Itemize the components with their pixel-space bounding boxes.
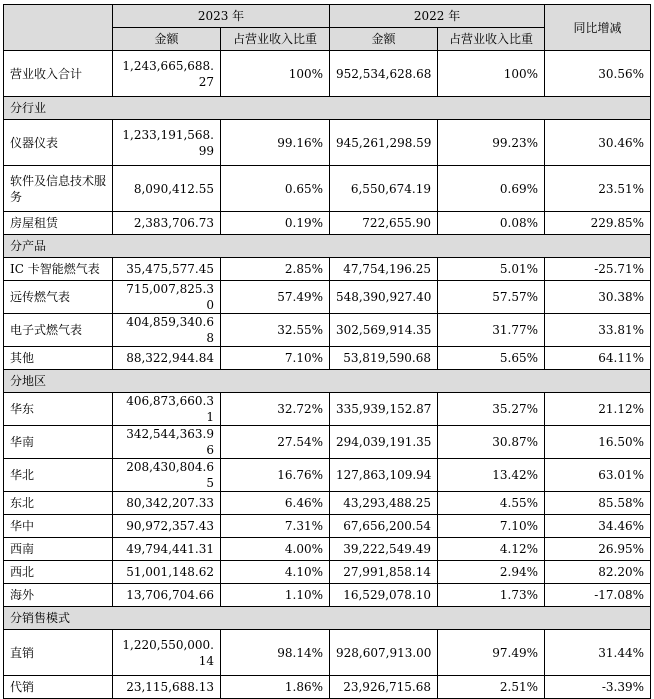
amount-2022: 928,607,913.00 <box>330 630 438 676</box>
total-label: 营业收入合计 <box>4 51 113 97</box>
yoy-change: -25.71% <box>545 258 651 281</box>
header-amount-2022: 金额 <box>330 28 438 51</box>
total-ratio-2023: 100% <box>221 51 330 97</box>
header-row-years <box>4 5 651 28</box>
amount-2022: 43,293,488.25 <box>330 492 438 515</box>
row-label: 远传燃气表 <box>4 281 113 314</box>
ratio-2022: 5.65% <box>438 347 545 370</box>
table-row <box>4 584 651 607</box>
ratio-2023: 0.19% <box>221 212 330 235</box>
amount-2023: 406,873,660.31 <box>113 393 221 426</box>
ratio-2022: 4.12% <box>438 538 545 561</box>
table-row <box>4 393 651 426</box>
amount-2023: 404,859,340.68 <box>113 314 221 347</box>
table-row <box>4 258 651 281</box>
section-title: 分产品 <box>4 235 651 258</box>
row-label: 直销 <box>4 630 113 676</box>
amount-2022: 23,926,715.68 <box>330 676 438 699</box>
ratio-2023: 98.14% <box>221 630 330 676</box>
table-row <box>4 538 651 561</box>
header-amount-2023: 金额 <box>113 28 221 51</box>
row-label: 华北 <box>4 459 113 492</box>
header-year-2023: 2023 年 <box>113 5 330 28</box>
ratio-2023: 27.54% <box>221 426 330 459</box>
row-label: 华中 <box>4 515 113 538</box>
amount-2022: 47,754,196.25 <box>330 258 438 281</box>
yoy-change: 26.95% <box>545 538 651 561</box>
yoy-change: 63.01% <box>545 459 651 492</box>
amount-2023: 1,233,191,568.99 <box>113 120 221 166</box>
amount-2022: 722,655.90 <box>330 212 438 235</box>
section-title: 分地区 <box>4 370 651 393</box>
yoy-change: 16.50% <box>545 426 651 459</box>
amount-2022: 302,569,914.35 <box>330 314 438 347</box>
total-row <box>4 51 651 97</box>
total-amount-2022: 952,534,628.68 <box>330 51 438 97</box>
amount-2022: 548,390,927.40 <box>330 281 438 314</box>
table-row <box>4 120 651 166</box>
row-label: 电子式燃气表 <box>4 314 113 347</box>
section-title: 分销售模式 <box>4 607 651 630</box>
ratio-2022: 31.77% <box>438 314 545 347</box>
amount-2023: 13,706,704.66 <box>113 584 221 607</box>
amount-2022: 16,529,078.10 <box>330 584 438 607</box>
table-row <box>4 426 651 459</box>
row-label: IC 卡智能燃气表 <box>4 258 113 281</box>
ratio-2023: 7.31% <box>221 515 330 538</box>
ratio-2022: 4.55% <box>438 492 545 515</box>
ratio-2022: 97.49% <box>438 630 545 676</box>
table-row <box>4 459 651 492</box>
amount-2023: 342,544,363.96 <box>113 426 221 459</box>
amount-2022: 335,939,152.87 <box>330 393 438 426</box>
amount-2022: 39,222,549.49 <box>330 538 438 561</box>
ratio-2022: 13.42% <box>438 459 545 492</box>
amount-2023: 90,972,357.43 <box>113 515 221 538</box>
revenue-composition-table <box>3 4 651 699</box>
revenue-table-container <box>3 4 651 699</box>
table-row <box>4 166 651 212</box>
amount-2023: 80,342,207.33 <box>113 492 221 515</box>
row-label: 软件及信息技术服务 <box>4 166 113 212</box>
amount-2022: 294,039,191.35 <box>330 426 438 459</box>
ratio-2022: 2.94% <box>438 561 545 584</box>
ratio-2022: 0.08% <box>438 212 545 235</box>
header-yoy: 同比增减 <box>545 5 651 51</box>
yoy-change: 229.85% <box>545 212 651 235</box>
section-row <box>4 370 651 393</box>
table-row <box>4 314 651 347</box>
row-label: 其他 <box>4 347 113 370</box>
ratio-2023: 32.72% <box>221 393 330 426</box>
row-label: 房屋租赁 <box>4 212 113 235</box>
yoy-change: -17.08% <box>545 584 651 607</box>
amount-2023: 208,430,804.65 <box>113 459 221 492</box>
ratio-2023: 2.85% <box>221 258 330 281</box>
table-row <box>4 561 651 584</box>
header-ratio-2023: 占营业收入比重 <box>221 28 330 51</box>
ratio-2023: 1.10% <box>221 584 330 607</box>
row-label: 华东 <box>4 393 113 426</box>
section-row <box>4 97 651 120</box>
table-row <box>4 347 651 370</box>
ratio-2023: 0.65% <box>221 166 330 212</box>
ratio-2023: 4.00% <box>221 538 330 561</box>
amount-2022: 6,550,674.19 <box>330 166 438 212</box>
header-ratio-2022: 占营业收入比重 <box>438 28 545 51</box>
row-label: 东北 <box>4 492 113 515</box>
ratio-2022: 57.57% <box>438 281 545 314</box>
total-ratio-2022: 100% <box>438 51 545 97</box>
ratio-2023: 1.86% <box>221 676 330 699</box>
table-row <box>4 630 651 676</box>
amount-2023: 49,794,441.31 <box>113 538 221 561</box>
yoy-change: 64.11% <box>545 347 651 370</box>
table-row <box>4 515 651 538</box>
ratio-2023: 99.16% <box>221 120 330 166</box>
ratio-2022: 35.27% <box>438 393 545 426</box>
row-label: 西北 <box>4 561 113 584</box>
amount-2022: 945,261,298.59 <box>330 120 438 166</box>
section-row <box>4 235 651 258</box>
row-label: 海外 <box>4 584 113 607</box>
ratio-2022: 5.01% <box>438 258 545 281</box>
table-row <box>4 212 651 235</box>
yoy-change: 82.20% <box>545 561 651 584</box>
section-title: 分行业 <box>4 97 651 120</box>
table-row <box>4 676 651 699</box>
amount-2023: 715,007,825.30 <box>113 281 221 314</box>
ratio-2023: 6.46% <box>221 492 330 515</box>
ratio-2023: 32.55% <box>221 314 330 347</box>
yoy-change: 21.12% <box>545 393 651 426</box>
row-label: 华南 <box>4 426 113 459</box>
total-amount-2023: 1,243,665,688.27 <box>113 51 221 97</box>
ratio-2023: 7.10% <box>221 347 330 370</box>
ratio-2023: 57.49% <box>221 281 330 314</box>
ratio-2022: 30.87% <box>438 426 545 459</box>
yoy-change: 85.58% <box>545 492 651 515</box>
yoy-change: 30.38% <box>545 281 651 314</box>
amount-2023: 2,383,706.73 <box>113 212 221 235</box>
ratio-2022: 2.51% <box>438 676 545 699</box>
amount-2022: 127,863,109.94 <box>330 459 438 492</box>
yoy-change: 33.81% <box>545 314 651 347</box>
ratio-2023: 4.10% <box>221 561 330 584</box>
header-blank-cell <box>4 5 113 51</box>
yoy-change: 34.46% <box>545 515 651 538</box>
table-row <box>4 281 651 314</box>
amount-2023: 88,322,944.84 <box>113 347 221 370</box>
amount-2023: 23,115,688.13 <box>113 676 221 699</box>
table-row <box>4 492 651 515</box>
ratio-2023: 16.76% <box>221 459 330 492</box>
yoy-change: 31.44% <box>545 630 651 676</box>
amount-2022: 67,656,200.54 <box>330 515 438 538</box>
row-label: 西南 <box>4 538 113 561</box>
row-label: 代销 <box>4 676 113 699</box>
amount-2022: 27,991,858.14 <box>330 561 438 584</box>
yoy-change: -3.39% <box>545 676 651 699</box>
ratio-2022: 0.69% <box>438 166 545 212</box>
ratio-2022: 1.73% <box>438 584 545 607</box>
row-label: 仪器仪表 <box>4 120 113 166</box>
yoy-change: 23.51% <box>545 166 651 212</box>
amount-2023: 8,090,412.55 <box>113 166 221 212</box>
header-year-2022: 2022 年 <box>330 5 545 28</box>
total-yoy: 30.56% <box>545 51 651 97</box>
amount-2023: 51,001,148.62 <box>113 561 221 584</box>
amount-2022: 53,819,590.68 <box>330 347 438 370</box>
ratio-2022: 99.23% <box>438 120 545 166</box>
ratio-2022: 7.10% <box>438 515 545 538</box>
amount-2023: 35,475,577.45 <box>113 258 221 281</box>
yoy-change: 30.46% <box>545 120 651 166</box>
section-row <box>4 607 651 630</box>
amount-2023: 1,220,550,000.14 <box>113 630 221 676</box>
